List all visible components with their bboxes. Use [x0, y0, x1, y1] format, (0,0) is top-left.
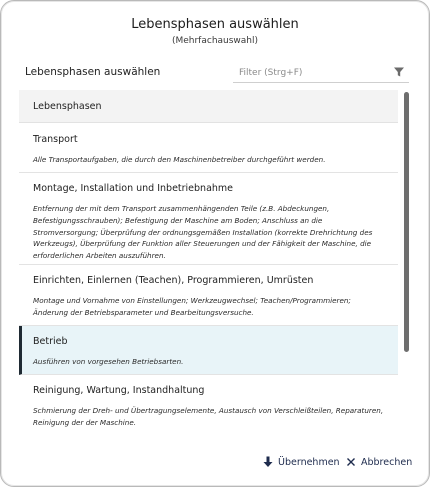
close-icon [346, 457, 356, 467]
list-item-description: Entfernung der mit dem Transport zusammenhängenden Teile (z.B. Abdeckungen, Befestigungsschrauben); Befestigung der Maschine am Boden; Anschluss an die Stromversorgung; Überprüfung der ordnungsgemäßen Installation (korrekte Drehrichtung des Werkzeugs), Überprüfung der Funktion aller Steuerungen und der Fähigkeit der Maschine, die erforderlichen Arbeiten auszuführen. [33, 204, 373, 261]
list-item-transport[interactable] [19, 124, 398, 173]
dialog-title: Lebensphasen auswählen [131, 17, 299, 32]
cancel-button-label: Abbrechen [361, 456, 413, 468]
funnel-icon[interactable] [393, 66, 405, 78]
list-item-reinigung[interactable] [19, 375, 398, 436]
phase-list [17, 86, 413, 436]
list-header-label: Lebensphasen [33, 101, 102, 112]
arrow-down-icon [263, 456, 273, 468]
list-item-title: Reinigung, Wartung, Instandhaltung [33, 385, 205, 396]
list-item-einrichten[interactable] [19, 265, 398, 326]
list-header [19, 90, 398, 123]
list-label: Lebensphasen auswählen [25, 66, 161, 78]
list-item-description: Alle Transportaufgaben, die durch den Maschinenbetreiber durchgeführt werden. [33, 155, 326, 164]
list-item-montage[interactable] [19, 173, 398, 265]
list-item-description: Ausführen von vorgesehen Betriebsarten. [33, 357, 184, 366]
cancel-button[interactable] [346, 454, 412, 470]
list-item-title: Betrieb [33, 336, 68, 347]
list-item-description: Montage und Vornahme von Einstellungen; Werkzeugwechsel; Teachen/Programmieren; Änderung der Betriebsparameter und Bearbeitungsversuche. [33, 296, 351, 317]
list-item-title: Montage, Installation und Inbetriebnahme [33, 183, 234, 194]
list-item-betrieb[interactable] [19, 326, 398, 375]
filter-input[interactable] [239, 64, 385, 81]
filter-field[interactable] [233, 62, 409, 83]
list-item-title: Transport [33, 134, 78, 145]
list-item-description: Schmierung der Dreh- und Übertragungselemente, Austausch von Verschleißteilen, Reparaturen, Reinigung der der Maschine. [33, 406, 384, 427]
dialog-subtitle: (Mehrfachauswahl) [171, 36, 259, 46]
apply-button[interactable] [263, 454, 340, 470]
apply-button-label: Übernehmen [278, 456, 340, 468]
list-item-title: Einrichten, Einlernen (Teachen), Programmieren, Umrüsten [33, 275, 314, 286]
list-scrollbar[interactable] [404, 92, 409, 352]
